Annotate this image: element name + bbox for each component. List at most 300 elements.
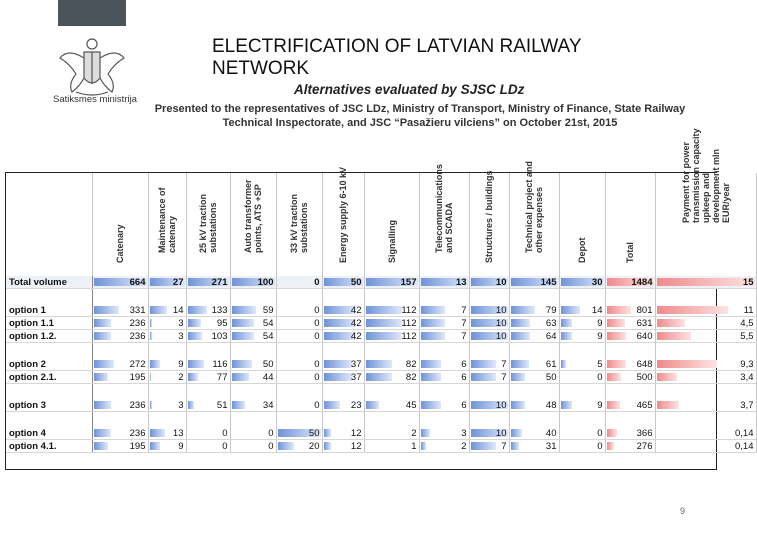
cell-value: 10 (495, 399, 507, 411)
spacer-cell (186, 412, 230, 428)
data-bar (511, 442, 519, 450)
data-bar (607, 373, 622, 381)
value-cell (605, 330, 655, 343)
header-corner (6, 173, 92, 276)
spacer-cell (559, 412, 605, 428)
spacer-cell (605, 343, 655, 359)
cell-value: 13 (455, 276, 467, 288)
value-cell (509, 330, 559, 343)
data-bar (657, 306, 728, 314)
value-cell (92, 358, 148, 371)
spacer-cell (655, 343, 756, 359)
cell-value: 0 (314, 371, 320, 383)
value-cell (230, 317, 276, 330)
row-label: Total volume (6, 276, 92, 289)
data-bar (511, 306, 536, 314)
column-header-label: Depot (577, 237, 587, 263)
column-header (276, 173, 322, 276)
data-bar (657, 401, 680, 409)
spacer-cell (92, 343, 148, 359)
cell-value: 112 (401, 317, 417, 329)
column-header-label: Energy supply 6-10 kV (338, 166, 348, 263)
column-header-label: Payment for power transmission capacity upkeep and development mln EUR/year (680, 128, 731, 223)
cell-value: 0 (597, 440, 603, 452)
cell-value: 133 (211, 304, 228, 316)
cell-value: 0,14 (735, 427, 754, 439)
spacer-cell (419, 412, 469, 428)
column-header-label: Maintenance of catenary (157, 187, 177, 253)
cell-value: 31 (545, 440, 557, 452)
value-cell (469, 330, 509, 343)
value-cell (559, 371, 605, 384)
value-cell (92, 440, 148, 453)
cell-value: 45 (405, 399, 417, 411)
value-cell (276, 304, 322, 317)
data-bar (188, 373, 198, 381)
data-bar (232, 306, 257, 314)
cell-value: 366 (636, 427, 653, 439)
cell-value: 0,14 (735, 440, 754, 452)
cell-value: 0 (268, 440, 274, 452)
value-cell (276, 358, 322, 371)
total-row (6, 276, 756, 289)
spacer-cell (605, 384, 655, 400)
spacer-cell (509, 343, 559, 359)
value-cell (148, 276, 186, 289)
data-bar (324, 442, 332, 450)
spacer-cell (6, 343, 92, 359)
data-bar (421, 401, 442, 409)
ministry-name: Satiksmes ministrija (53, 94, 137, 105)
spacer-cell (186, 289, 230, 305)
cell-value: 10 (495, 276, 507, 288)
data-bar (366, 306, 403, 314)
cell-value: 0 (314, 399, 320, 411)
cell-value: 7 (461, 330, 467, 342)
value-cell (655, 440, 756, 453)
data-bar (511, 319, 530, 327)
spacer-cell (419, 343, 469, 359)
cell-value: 100 (257, 276, 274, 288)
group-spacer (6, 384, 756, 400)
spacer-cell (186, 384, 230, 400)
spacer-cell (655, 384, 756, 400)
data-bar (471, 360, 496, 368)
cell-value: 0 (314, 317, 320, 329)
data-bar (150, 429, 166, 437)
column-header (186, 173, 230, 276)
column-header (605, 173, 655, 276)
value-cell (655, 304, 756, 317)
data-bar (94, 332, 112, 340)
data-bar (607, 442, 614, 450)
data-bar (561, 401, 573, 409)
spacer-cell (276, 289, 322, 305)
cell-value: 640 (636, 330, 653, 342)
row-label: option 3 (6, 399, 92, 412)
column-header (655, 128, 756, 276)
data-bar (657, 319, 685, 327)
cell-value: 0 (314, 358, 320, 370)
value-cell (559, 440, 605, 453)
option-row (6, 371, 756, 384)
value-cell (322, 330, 364, 343)
value-cell (419, 304, 469, 317)
spacer-cell (148, 289, 186, 305)
cell-value: 5 (597, 358, 603, 370)
cell-value: 631 (636, 317, 653, 329)
data-bar (421, 332, 445, 340)
data-bar (188, 360, 204, 368)
cell-value: 0 (314, 330, 320, 342)
cell-value: 236 (129, 317, 146, 329)
cell-value: 0 (222, 440, 228, 452)
cell-value: 0 (314, 276, 320, 288)
data-bar (232, 373, 250, 381)
data-bar (607, 360, 626, 368)
data-bar (150, 360, 160, 368)
data-bar (188, 319, 201, 327)
data-bar (657, 360, 717, 368)
cell-value: 195 (129, 371, 146, 383)
data-bar (232, 401, 245, 409)
spacer-cell (469, 412, 509, 428)
cell-value: 112 (401, 304, 417, 316)
value-cell (469, 304, 509, 317)
value-cell (230, 304, 276, 317)
data-bar (188, 306, 207, 314)
value-cell (186, 330, 230, 343)
data-bar (511, 401, 525, 409)
cell-value: 14 (591, 304, 603, 316)
value-cell (655, 399, 756, 412)
value-cell (364, 304, 419, 317)
row-label: option 2.1. (6, 371, 92, 384)
column-header-label: Auto transformer points, ATS +SP (243, 179, 263, 253)
spacer-cell (469, 289, 509, 305)
value-cell (186, 399, 230, 412)
value-cell (92, 304, 148, 317)
value-cell (322, 399, 364, 412)
value-cell (469, 358, 509, 371)
cell-value: 103 (211, 330, 228, 342)
page-subtitle: Alternatives evaluated by SJSC LDz (294, 82, 525, 97)
cell-value: 6 (461, 371, 467, 383)
value-cell (419, 371, 469, 384)
value-cell (559, 330, 605, 343)
cell-value: 4,5 (740, 317, 754, 329)
value-cell (559, 358, 605, 371)
data-bar (421, 373, 442, 381)
spacer-cell (364, 412, 419, 428)
data-bar (561, 319, 573, 327)
data-bar (657, 332, 692, 340)
value-cell (322, 304, 364, 317)
spacer-cell (148, 384, 186, 400)
cell-value: 48 (545, 399, 557, 411)
cell-value: 648 (636, 358, 653, 370)
cell-value: 116 (212, 358, 228, 370)
value-cell (148, 358, 186, 371)
data-bar (607, 401, 620, 409)
column-header-label: Catenary (115, 224, 125, 263)
cell-value: 50 (262, 358, 274, 370)
cell-value: 23 (350, 399, 362, 411)
cell-value: 7 (461, 304, 467, 316)
spacer-cell (419, 384, 469, 400)
cell-value: 2 (411, 427, 417, 439)
column-header-label: Total (625, 242, 635, 263)
data-bar (324, 373, 352, 381)
data-bar (421, 360, 442, 368)
data-bar (366, 360, 392, 368)
value-cell (92, 330, 148, 343)
cell-value: 9 (597, 399, 603, 411)
cell-value: 0 (597, 427, 603, 439)
value-cell (559, 317, 605, 330)
data-bar (471, 442, 496, 450)
value-cell (559, 427, 605, 440)
spacer-cell (230, 384, 276, 400)
value-cell (186, 371, 230, 384)
value-cell (148, 317, 186, 330)
spacer-cell (419, 289, 469, 305)
header-color-block (58, 0, 126, 26)
spacer-cell (186, 343, 230, 359)
cell-value: 61 (545, 358, 557, 370)
value-cell (186, 304, 230, 317)
cell-value: 63 (545, 317, 557, 329)
spacer-cell (322, 412, 364, 428)
cell-value: 6 (461, 399, 467, 411)
spacer-cell (364, 384, 419, 400)
value-cell (509, 276, 559, 289)
data-bar (511, 373, 526, 381)
cell-value: 3,4 (740, 371, 754, 383)
value-cell (509, 304, 559, 317)
value-cell (148, 427, 186, 440)
spacer-cell (509, 384, 559, 400)
spacer-cell (276, 412, 322, 428)
value-cell (509, 371, 559, 384)
spacer-cell (605, 289, 655, 305)
value-cell (605, 358, 655, 371)
data-bar (150, 306, 167, 314)
cell-value: 2 (461, 440, 467, 452)
spacer-cell (559, 343, 605, 359)
column-header (92, 173, 148, 276)
value-cell (605, 427, 655, 440)
cell-value: 44 (262, 371, 274, 383)
data-bar (94, 360, 115, 368)
value-cell (148, 399, 186, 412)
data-bar (607, 332, 626, 340)
cell-value: 145 (540, 276, 557, 288)
cell-value: 3 (178, 330, 184, 342)
cell-value: 5,5 (740, 330, 754, 342)
data-bar (232, 332, 254, 340)
option-row (6, 358, 756, 371)
cell-value: 0 (222, 427, 228, 439)
cell-value: 3 (178, 317, 184, 329)
spacer-cell (230, 289, 276, 305)
data-bar (150, 442, 160, 450)
cell-value: 37 (350, 371, 362, 383)
spacer-cell (469, 384, 509, 400)
cell-value: 9 (597, 330, 603, 342)
cell-value: 3,7 (740, 399, 754, 411)
spacer-cell (559, 384, 605, 400)
column-header (322, 166, 364, 276)
data-bar (94, 306, 119, 314)
cell-value: 20 (308, 440, 320, 452)
row-label: option 2 (6, 358, 92, 371)
data-bar (366, 332, 403, 340)
data-bar (278, 442, 294, 450)
data-bar (94, 319, 112, 327)
value-cell (655, 330, 756, 343)
cell-value: 1 (411, 440, 417, 452)
value-cell (322, 440, 364, 453)
spacer-cell (92, 289, 148, 305)
page-number: 9 (680, 506, 686, 516)
value-cell (469, 276, 509, 289)
value-cell (605, 440, 655, 453)
cell-value: 331 (129, 304, 146, 316)
data-bar (561, 332, 573, 340)
column-header (509, 161, 559, 276)
cell-value: 40 (545, 427, 557, 439)
cell-value: 11 (743, 304, 754, 316)
data-bar (657, 373, 678, 381)
cell-value: 34 (262, 399, 274, 411)
value-cell (322, 427, 364, 440)
cell-value: 95 (216, 317, 228, 329)
row-label: option 1 (6, 304, 92, 317)
cell-value: 7 (501, 371, 507, 383)
data-bar (421, 306, 445, 314)
spacer-cell (230, 343, 276, 359)
option-row (6, 427, 756, 440)
data-bar (324, 429, 332, 437)
cell-value: 500 (636, 371, 653, 383)
cell-value: 1484 (631, 276, 653, 288)
spacer-cell (230, 412, 276, 428)
cell-value: 12 (350, 440, 362, 452)
value-cell (364, 371, 419, 384)
value-cell (186, 317, 230, 330)
cell-value: 50 (350, 276, 362, 288)
data-bar (94, 401, 112, 409)
cell-value: 272 (129, 358, 146, 370)
value-cell (469, 317, 509, 330)
column-header-label: Telecommunications and SCADA (434, 164, 454, 253)
row-label: option 4.1. (6, 440, 92, 453)
value-cell (364, 330, 419, 343)
cell-value: 10 (495, 427, 507, 439)
cell-value: 42 (350, 330, 362, 342)
spacer-cell (6, 412, 92, 428)
cell-value: 54 (262, 330, 274, 342)
row-label: option 4 (6, 427, 92, 440)
value-cell (469, 371, 509, 384)
spacer-cell (148, 343, 186, 359)
value-cell (655, 276, 756, 289)
value-cell (469, 427, 509, 440)
data-bar (150, 373, 151, 381)
cell-value: 465 (636, 399, 653, 411)
spacer-cell (655, 289, 756, 305)
option-row (6, 304, 756, 317)
column-header (148, 173, 186, 276)
presentation-note: Presented to the representatives of JSC LDz, Ministry of Transport, Ministry of Finance, State Railway Technical Inspectorate, and JSC “Pasažieru vilciens” on October 21st, 2015 (154, 103, 686, 129)
value-cell (148, 330, 186, 343)
value-cell (509, 358, 559, 371)
value-cell (276, 276, 322, 289)
value-cell (364, 276, 419, 289)
value-cell (655, 358, 756, 371)
value-cell (230, 440, 276, 453)
data-bar (188, 401, 194, 409)
value-cell (92, 317, 148, 330)
value-cell (276, 427, 322, 440)
spacer-cell (322, 343, 364, 359)
value-cell (148, 371, 186, 384)
cell-value: 14 (172, 304, 184, 316)
value-cell (655, 317, 756, 330)
cell-value: 59 (262, 304, 274, 316)
column-header (469, 170, 509, 276)
cell-value: 236 (129, 330, 146, 342)
value-cell (322, 358, 364, 371)
value-cell (469, 399, 509, 412)
value-cell (559, 304, 605, 317)
data-bar (324, 401, 341, 409)
spacer-cell (509, 412, 559, 428)
spacer-cell (364, 343, 419, 359)
cell-value: 50 (545, 371, 557, 383)
value-cell (364, 440, 419, 453)
cell-value: 801 (636, 304, 653, 316)
option-row (6, 330, 756, 343)
cell-value: 2 (178, 371, 184, 383)
cell-value: 77 (216, 371, 228, 383)
value-cell (276, 330, 322, 343)
data-bar (607, 306, 631, 314)
cell-value: 10 (495, 330, 507, 342)
value-cell (605, 276, 655, 289)
data-bar (421, 442, 427, 450)
cell-value: 27 (172, 276, 184, 288)
cell-value: 79 (545, 304, 557, 316)
column-header-label: Signalling (386, 219, 397, 263)
data-bar (232, 360, 253, 368)
data-bar (150, 332, 152, 340)
value-cell (322, 276, 364, 289)
row-label: option 1.1 (6, 317, 92, 330)
cell-value: 82 (405, 358, 417, 370)
cell-value: 54 (262, 317, 274, 329)
cell-value: 12 (350, 427, 362, 439)
value-cell (92, 427, 148, 440)
data-bar (561, 306, 580, 314)
cell-value: 157 (400, 276, 417, 288)
cell-value: 664 (129, 276, 146, 288)
value-cell (322, 371, 364, 384)
data-bar (607, 429, 617, 437)
column-header-label: 25 kV traction substations (198, 193, 218, 253)
data-bar (421, 319, 445, 327)
